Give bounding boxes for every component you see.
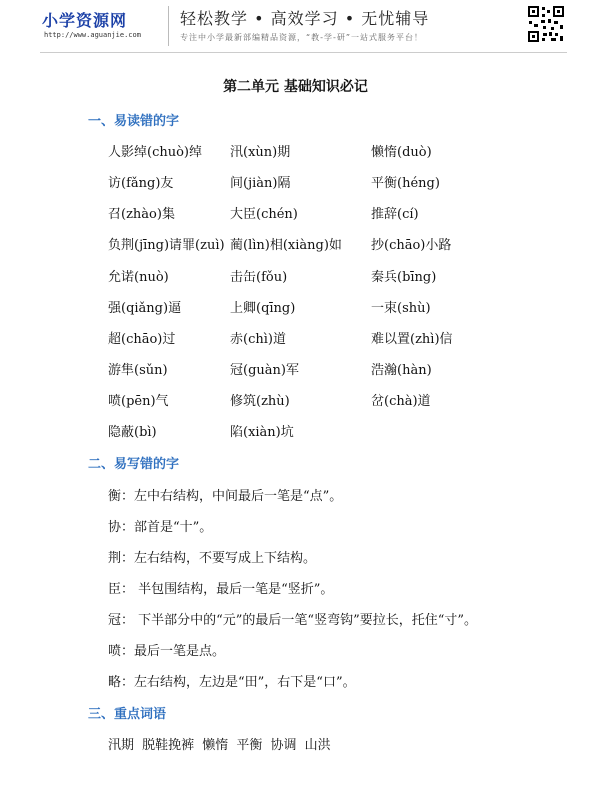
writing-rule: 冠： 下半部分中的“元”的最后一笔“竖弯钩”要拉长，托住“寸”。 [108, 613, 478, 628]
header-slogan: 轻松教学 • 高效学习 • 无忧辅导 [180, 9, 430, 28]
writing-rule: 衡：左中右结构，中间最后一笔是“点”。 [108, 489, 343, 504]
header-divider [168, 6, 169, 46]
word-item: 隐蔽(bì) [108, 425, 157, 440]
site-url[interactable]: http://www.aguanjie.com [44, 31, 141, 39]
qr-code-icon [527, 5, 565, 43]
word-item: 浩瀚(hàn) [371, 363, 432, 378]
word-item: 负荆(jīng)请罪(zuì) [108, 238, 225, 253]
key-terms: 汛期 脱鞋挽裤 懒惰 平衡 协调 山洪 [108, 738, 331, 753]
writing-rule: 略：左右结构，左边是“田”，右下是“口”。 [108, 675, 356, 690]
word-item: 喷(pēn)气 [108, 394, 169, 409]
word-item: 汛(xùn)期 [230, 145, 291, 160]
word-item: 击缶(fǒu) [230, 270, 288, 285]
word-item: 超(chāo)过 [108, 332, 176, 347]
page-header [0, 0, 591, 56]
writing-rule: 喷：最后一笔是点。 [108, 644, 226, 659]
section-heading: 一、易读错的字 [88, 114, 180, 129]
site-logo[interactable]: 小学资源网 [42, 11, 128, 30]
section-heading: 二、易写错的字 [88, 457, 180, 472]
word-item: 允诺(nuò) [108, 270, 169, 285]
word-item: 修筑(zhù) [230, 394, 290, 409]
word-item: 间(jiàn)隔 [230, 176, 291, 191]
word-item: 强(qiǎng)逼 [108, 301, 182, 316]
header-rule [40, 52, 567, 53]
word-item: 秦兵(bīng) [371, 270, 437, 285]
word-item: 懒惰(duò) [371, 145, 432, 160]
word-item: 游隼(sǔn) [108, 363, 168, 378]
word-item: 推辞(cí) [371, 207, 419, 222]
header-tagline: 专注中小学最新部编精品资源，“教-学-研”一站式服务平台！ [180, 33, 424, 42]
writing-rule: 协：部首是“十”。 [108, 520, 213, 535]
word-item: 一束(shù) [371, 301, 431, 316]
writing-rule: 荆：左右结构，不要写成上下结构。 [108, 551, 317, 566]
writing-rule: 臣： 半包围结构，最后一笔是“竖折”。 [108, 582, 334, 597]
word-item: 上卿(qīng) [230, 301, 296, 316]
word-item: 赤(chì)道 [230, 332, 286, 347]
word-item: 召(zhào)集 [108, 207, 175, 222]
word-item: 岔(chà)道 [371, 394, 431, 409]
word-item: 陷(xiàn)坑 [230, 425, 294, 440]
word-item: 访(fǎng)友 [108, 176, 174, 191]
word-item: 大臣(chén) [230, 207, 298, 222]
section-heading: 三、重点词语 [88, 707, 167, 722]
page-title: 第二单元 基础知识必记 [223, 79, 368, 95]
word-item: 人影绰(chuò)绰 [108, 145, 202, 160]
word-item: 蔺(lìn)相(xiàng)如 [230, 238, 342, 253]
word-item: 冠(guàn)军 [230, 363, 299, 378]
word-item: 抄(chāo)小路 [371, 238, 452, 253]
word-item: 难以置(zhì)信 [371, 332, 453, 347]
word-item: 平衡(héng) [371, 176, 440, 191]
